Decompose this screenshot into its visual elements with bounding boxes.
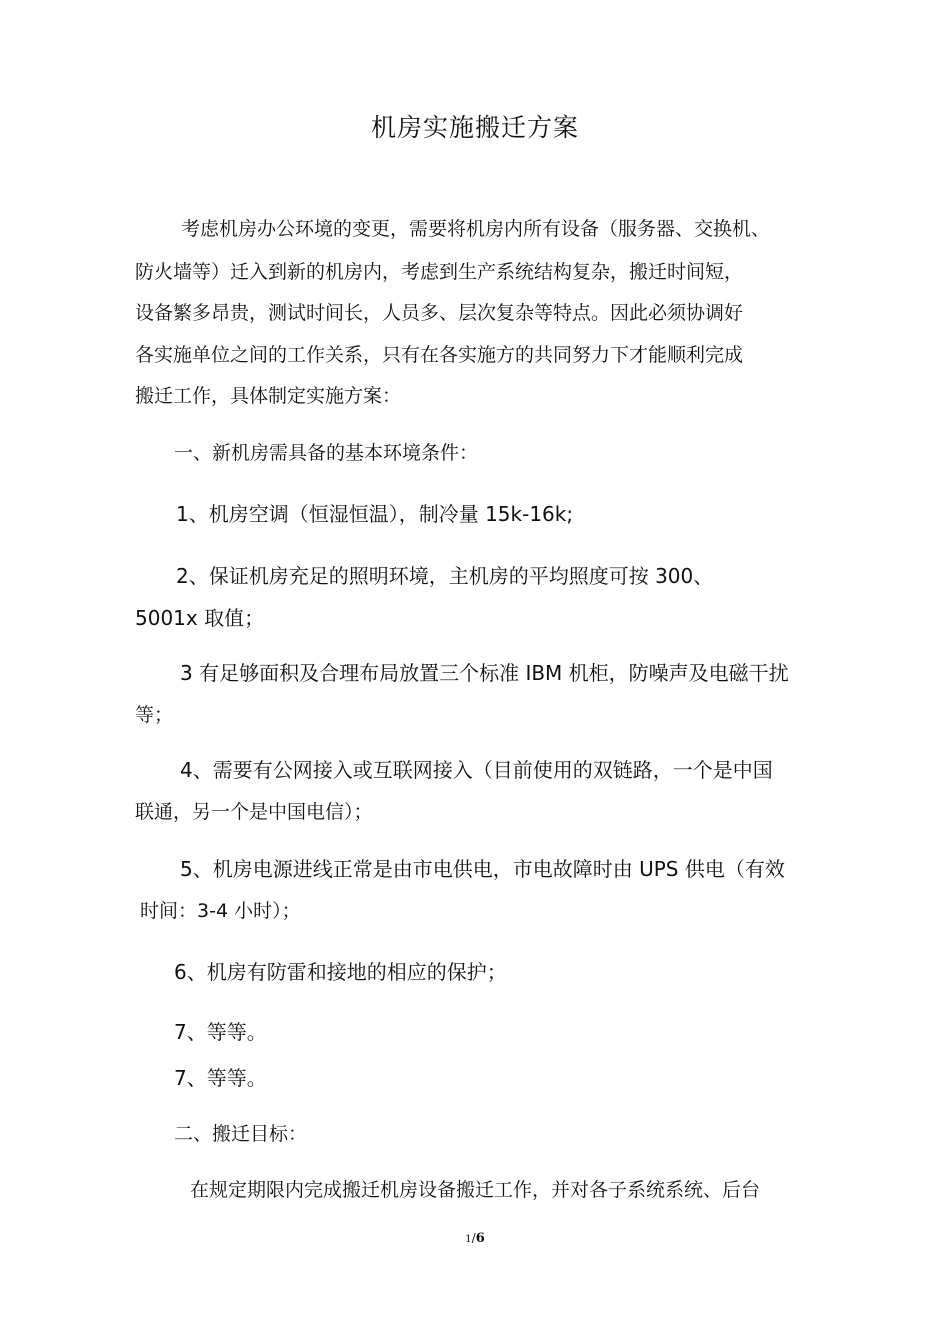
list-item-2-line-2: 5001x 取值； — [135, 606, 265, 630]
list-item-3-line-2: 等； — [135, 704, 174, 726]
section-heading-1: 一、新机房需具备的基本环境条件： — [174, 442, 479, 464]
page-number-total: 6 — [475, 1231, 485, 1246]
page-number-current: 1 — [465, 1234, 472, 1245]
list-item-3-line-1: 3 有足够面积及合理布局放置三个标准 IBM 机柜，防噪声及电磁干扰 — [180, 661, 789, 685]
list-item-7: 7、等等。 — [174, 1020, 267, 1044]
page-number — [0, 1231, 950, 1246]
intro-line-2: 防火墙等）迁入到新的机房内，考虑到生产系统结构复杂，搬迁时间短， — [135, 261, 744, 283]
intro-line-4: 各实施单位之间的工作关系，只有在各实施方的共同努力下才能顺利完成 — [135, 344, 744, 366]
list-item-4-line-1: 4、需要有公网接入或互联网接入（目前使用的双链路，一个是中国 — [180, 758, 773, 782]
page-number-separator: / — [471, 1231, 476, 1245]
document-title: 机房实施搬迁方案 — [370, 113, 579, 142]
list-item-5-line-2: 时间：3-4 小时）； — [140, 900, 301, 922]
list-item-1: 1、机房空调（恒湿恒温），制冷量 15k-16k; — [176, 502, 574, 526]
list-item-6: 6、机房有防雷和接地的相应的保护； — [174, 960, 507, 984]
intro-line-5: 搬迁工作，具体制定实施方案： — [135, 385, 402, 407]
list-item-5-line-1: 5、机房电源进线正常是由市电供电，市电故障时由 UPS 供电（有效 — [180, 857, 785, 881]
section-heading-2: 二、搬迁目标： — [174, 1123, 308, 1145]
list-item-4-line-2: 联通，另一个是中国电信）； — [135, 801, 373, 823]
intro-line-1: 考虑机房办公环境的变更，需要将机房内所有设备（服务器、交换机、 — [181, 218, 771, 240]
intro-line-3: 设备繁多昂贵，测试时间长，人员多、层次复杂等特点。因此必须协调好 — [135, 302, 744, 324]
list-item-2-line-1: 2、保证机房充足的照明环境，主机房的平均照度可按 300、 — [176, 564, 714, 588]
list-item-7-repeat: 7、等等。 — [174, 1066, 267, 1090]
goal-line-1: 在规定期限内完成搬迁机房设备搬迁工作，并对各子系统系统、后台 — [190, 1179, 761, 1201]
